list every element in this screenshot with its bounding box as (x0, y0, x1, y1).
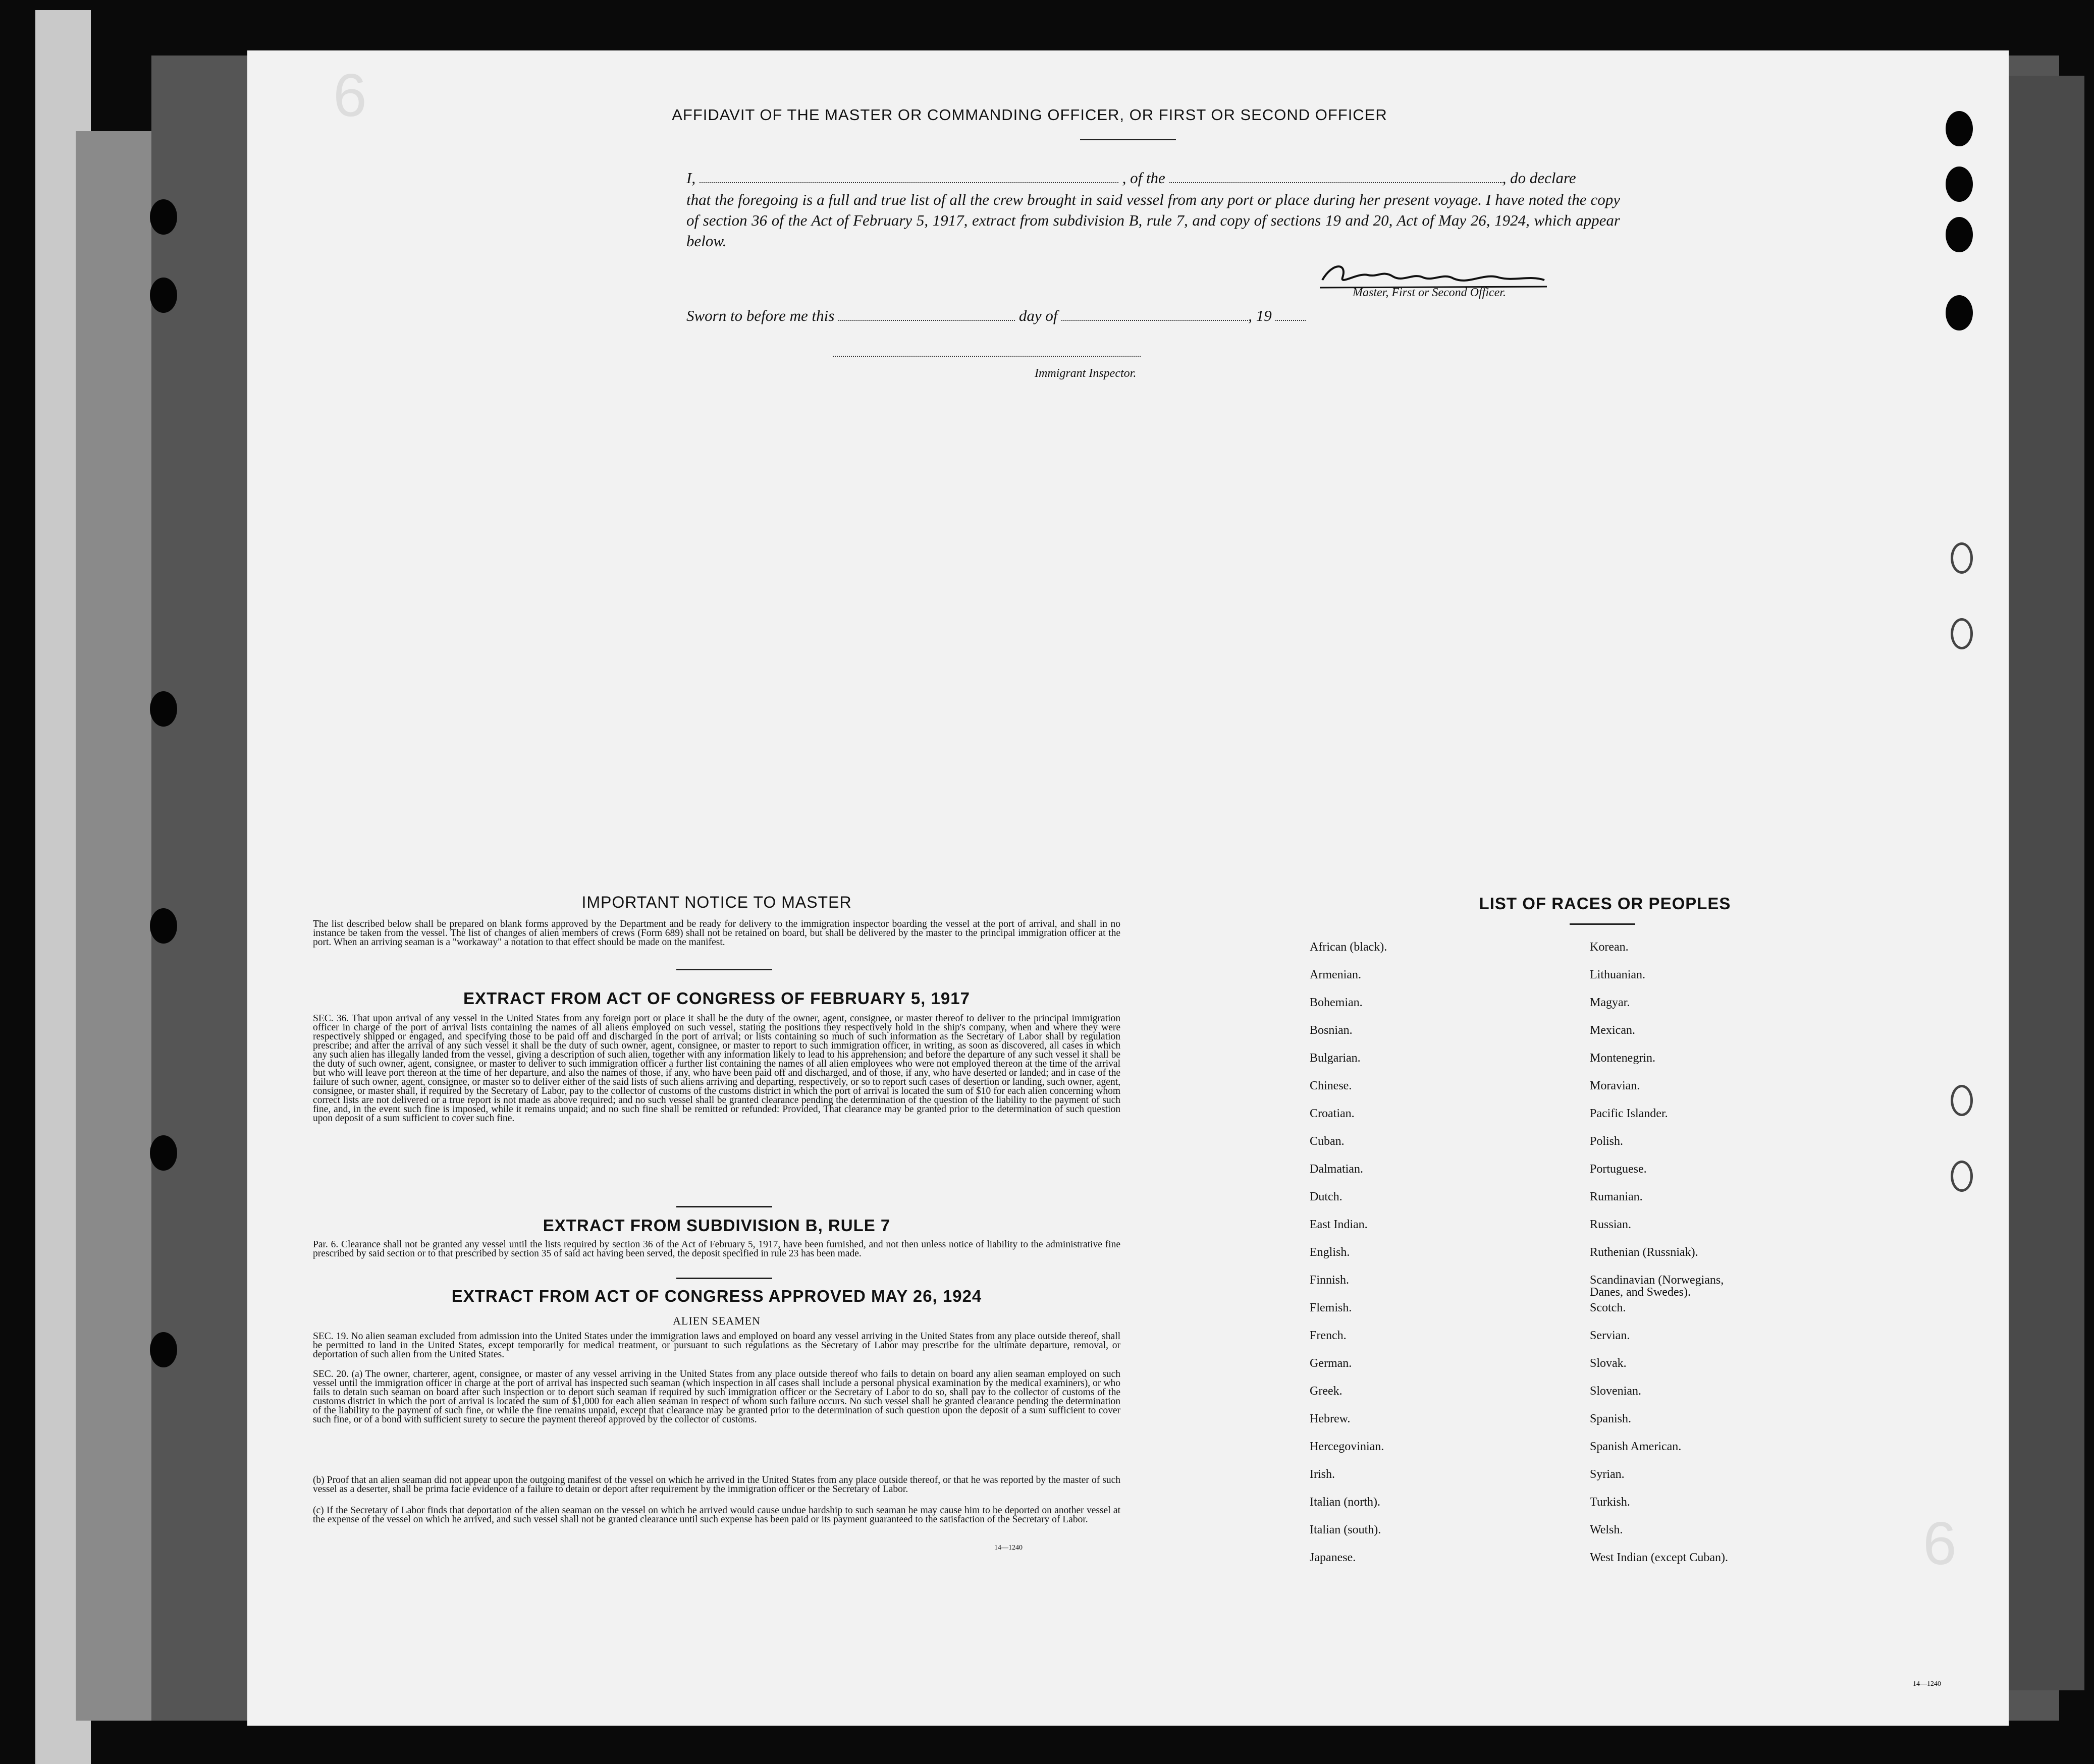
sworn-line (686, 305, 1393, 326)
sworn-month-blank[interactable] (1061, 320, 1248, 321)
race-item: Korean. (1590, 941, 1629, 954)
race-item: Hebrew. (1310, 1412, 1351, 1425)
declare-label: , do declare (1502, 169, 1576, 187)
race-item: Armenian. (1310, 968, 1361, 981)
race-item: Ruthenian (Russniak). (1590, 1246, 1698, 1259)
race-item: Moravian. (1590, 1079, 1640, 1092)
race-item: French. (1310, 1329, 1347, 1342)
race-item: Polish. (1590, 1135, 1624, 1148)
binder-hole (150, 199, 177, 235)
section-divider (676, 1278, 772, 1279)
race-item: Greek. (1310, 1385, 1343, 1398)
title-underline (1080, 139, 1176, 140)
binder-hole (150, 1332, 177, 1367)
section-divider (676, 1206, 772, 1207)
race-item: Japanese. (1310, 1551, 1356, 1564)
sec-20c-text: (c) If the Secretary of Labor finds that deportation of the alien seaman on the vessel on which he arrived would cause undue hardship to such seaman he may cause him to be deported on another vessel at the expense of the vessel on which he arrived, and such vessel shall not be granted clearance until such expense has been paid or its payment guaranteed to the satisfaction of the Secretary of Labor. (313, 1505, 1120, 1525)
race-item: Lithuanian. (1590, 968, 1645, 981)
race-item: Welsh. (1590, 1523, 1623, 1536)
race-item: Spanish. (1590, 1412, 1632, 1425)
binder-hole (150, 1135, 177, 1171)
race-item: Bohemian. (1310, 996, 1363, 1009)
affidavit-body: that the foregoing is a full and true list of all the crew brought in said vessel from any port or place during her present voyage. I have noted the copy of section 36 of the Act of February 5, 1917, extract from subdivision B, rule 7, and copy of sections 19 and 20, Act of May 26, 1924, which appear below. (686, 191, 1620, 250)
rule-7-text: Par. 6. Clearance shall not be granted any vessel until the lists required by section 36 of the Act of February 5, 1917, have been furnished, and not then unless notice of liability to the administrative fine prescribed by said section or to that prescribed by section 35 of said act having been served, the deposit specified in rule 23 has been made. (313, 1239, 1120, 1259)
race-item: Syrian. (1590, 1468, 1625, 1481)
race-item: Turkish. (1590, 1496, 1630, 1509)
binder-hole (150, 908, 177, 944)
i-label: I, (686, 169, 696, 187)
race-item: Irish. (1310, 1468, 1335, 1481)
inspector-caption: Immigrant Inspector. (1035, 367, 1137, 380)
notice-title: IMPORTANT NOTICE TO MASTER (581, 893, 852, 911)
race-item: East Indian. (1310, 1218, 1368, 1231)
race-item: Servian. (1590, 1329, 1630, 1342)
signature-caption: Master, First or Second Officer. (1353, 286, 1506, 299)
footer-form-number: 14—1240 (1913, 1680, 1941, 1688)
race-item: Italian (south). (1310, 1523, 1381, 1536)
race-item: Russian. (1590, 1218, 1632, 1231)
section-divider (676, 969, 772, 970)
sec-19-text: SEC. 19. No alien seaman excluded from admission into the United States under the immigration laws and employed on board any vessel arriving in the United States from any place outside thereof, shall be permitted to land in the United States, except temporarily for medical treatment, or pursuant to such regulations as the Secretary of Labor may prescribe for the ultimate departure, removal, or deportation of such alien from the United States. (313, 1331, 1120, 1360)
race-item: Cuban. (1310, 1135, 1345, 1148)
race-item: Scandinavian (Norwegians, Danes, and Swedes). (1590, 1274, 1724, 1299)
sec-20b-text: (b) Proof that an alien seaman did not appear upon the outgoing manifest of the vessel on which he arrived in the United States from any place outside thereof, or that he was reported by the master of such vessel as a deserter, shall be prima facie evidence of a failure to detain or deport after requirement by the immigration officer or the Secretary of Labor. (313, 1475, 1120, 1495)
race-item: German. (1310, 1357, 1352, 1370)
race-item: Flemish. (1310, 1301, 1352, 1314)
binder-hole (1951, 1085, 1973, 1116)
races-title: LIST OF RACES OR PEOPLES (1479, 894, 1731, 913)
vessel-blank[interactable] (1169, 182, 1502, 183)
binder-hole (1946, 295, 1973, 330)
year-label: , 19 (1248, 307, 1272, 324)
race-item: Bulgarian. (1310, 1052, 1361, 1065)
notice-text: The list described below shall be prepared on blank forms approved by the Department and be ready for delivery to the immigration inspector boarding the vessel at the port of arrival, and shall in no instance be taken from the vessel. The list of changes of alien members of crews (Form 689) shall not be retained on board, but shall be delivered by the master to the principal immigration officer at the port. When an arriving seaman is a "workaway" a notation to that effect should be made on the manifest. (313, 919, 1120, 948)
race-item: Montenegrin. (1590, 1052, 1655, 1065)
affidavit-declaration-line (686, 168, 1620, 188)
inspector-signature-line[interactable] (833, 356, 1141, 357)
race-item: African (black). (1310, 941, 1387, 954)
race-item: Slovenian. (1590, 1385, 1641, 1398)
binder-hole (1946, 167, 1973, 202)
binder-hole (1951, 542, 1973, 574)
form-number: 14—1240 (994, 1544, 1023, 1552)
extract-1924-title: EXTRACT FROM ACT OF CONGRESS APPROVED MAY 26, 1924 (451, 1287, 982, 1305)
sworn-year-blank[interactable] (1275, 320, 1306, 321)
race-item: Portuguese. (1590, 1163, 1647, 1176)
binder-hole (1946, 217, 1973, 252)
section-divider (1570, 923, 1635, 925)
race-item: Hercegovinian. (1310, 1440, 1384, 1453)
race-item: Italian (north). (1310, 1496, 1380, 1509)
sworn-day-blank[interactable] (838, 320, 1015, 321)
race-item: Magyar. (1590, 996, 1630, 1009)
background-page-edge (2009, 76, 2084, 1690)
race-item: West Indian (except Cuban). (1590, 1551, 1728, 1564)
race-item: Chinese. (1310, 1079, 1352, 1092)
sec-20a-text: SEC. 20. (a) The owner, charterer, agent, consignee, or master of any vessel arriving in the United States from any place outside thereof who fails to detain on board any alien seaman employed on such vessel until the immigration officer in charge at the port of arrival has inspected such seaman (which inspection in all cases shall include a personal physical examination by the medical examiners), or who fails to detain such seaman on board after such inspection or to deport such seaman if required by such immigration officer or the Secretary of Labor to do so, shall pay to the collector of customs of the customs district in which the port of arrival is located the sum of $1,000 for each alien seaman in respect of whom such failure occurs. No such vessel shall be granted clearance pending the determination of the liability to the payment of such fine, or while the fine remains unpaid, except that clearance may be granted prior to the determination of such question upon the deposit of a sum sufficient to cover such fine, or of a bond with sufficient surety to secure the payment thereof approved by the collector of customs. (313, 1369, 1120, 1425)
stamp-number: 6 (1923, 1510, 1957, 1577)
affidavit-title: AFFIDAVIT OF THE MASTER OR COMMANDING OFFICER, OR FIRST OR SECOND OFFICER (672, 106, 1387, 124)
day-of-label: day of (1018, 307, 1058, 324)
extract-1917-title: EXTRACT FROM ACT OF CONGRESS OF FEBRUARY 5, 1917 (463, 989, 970, 1008)
of-the-label: , of the (1122, 169, 1165, 187)
binder-hole (150, 691, 177, 727)
race-item: Dutch. (1310, 1190, 1343, 1203)
extract-1917-text: SEC. 36. That upon arrival of any vessel in the United States from any foreign port or place it shall be the duty of the owner, agent, consignee, or master thereof to deliver to the principal immigration officer in charge of the port of arrival lists containing the names of all aliens employed on such vessel, stating the positions they respectively hold in the ship's company, when and where they were respectively shipped or engaged, and specifying those to be paid off and discharged in the port of arrival; or lists containing so much of such information as the Secretary of Labor shall by regulation prescribe; and after the arrival of any such vessel it shall be the duty of such owner, agent, consignee, or master to report to such immigration officer, in writing, as soon as discovered, all cases in which any such alien has illegally landed from the vessel, giving a description of such alien, together with any information likely to lead to his apprehension; and before the departure of any such vessel it shall be the duty of such owner, agent, consignee, or master to deliver to such immigration officer a further list containing the names of all alien employees who were not employed thereon at the time of the arrival but who will leave port thereon at the time of her departure, and also the names of those, if any, who have been paid off and discharged, and of those, if any, who have deserted or landed; and in case of the failure of such owner, agent, consignee, or master so to deliver either of the said lists of such aliens arriving and departing, respectively, or so to report such cases of desertion or landing, such owner, agent, consignee, or master shall, if required by the Secretary of Labor, pay to the collector of customs of the customs district in which the port of arrival is located the sum of $10 for each alien concerning whom correct lists are not delivered or a true report is not made as above required; and no such vessel shall be granted clearance pending the determination of the question of the liability to the payment of such fine, and, in the event such fine is imposed, while it remains unpaid; and no such fine shall be remitted or refunded: Provided, That clearance may be granted prior to the determination of such question upon deposit of a sum sufficient to cover such fine. (313, 1013, 1120, 1124)
name-blank[interactable] (700, 182, 1118, 183)
document-page (247, 50, 2009, 1726)
sworn-label: Sworn to before me this (686, 307, 835, 324)
race-item: Dalmatian. (1310, 1163, 1363, 1176)
rule-7-title: EXTRACT FROM SUBDIVISION B, RULE 7 (543, 1216, 891, 1235)
race-item: Mexican. (1590, 1024, 1635, 1037)
race-item: Croatian. (1310, 1107, 1355, 1120)
race-item: Slovak. (1590, 1357, 1627, 1370)
race-item: Rumanian. (1590, 1190, 1643, 1203)
race-item: Spanish American. (1590, 1440, 1682, 1453)
alien-seamen-subtitle: ALIEN SEAMEN (673, 1314, 761, 1327)
race-item: English. (1310, 1246, 1350, 1259)
race-item: Scotch. (1590, 1301, 1626, 1314)
binder-hole (150, 278, 177, 313)
race-item: Pacific Islander. (1590, 1107, 1668, 1120)
binder-hole (1951, 618, 1973, 649)
race-item: Bosnian. (1310, 1024, 1353, 1037)
binder-hole (1946, 111, 1973, 146)
race-item: Finnish. (1310, 1274, 1350, 1287)
binder-hole (1951, 1161, 1973, 1192)
stamp-number: 6 (333, 62, 367, 129)
